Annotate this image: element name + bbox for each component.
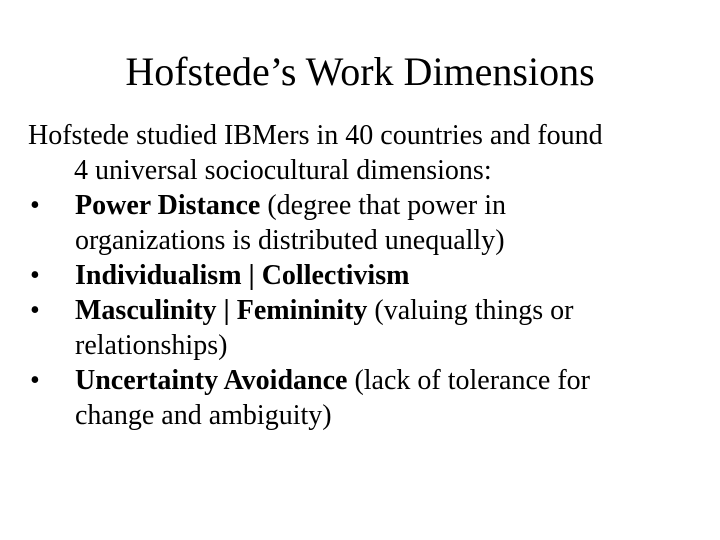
term-uncertainty-avoidance: Uncertainty Avoidance [75,365,348,396]
slide-title: Hofstede’s Work Dimensions [125,49,595,94]
desc-uncertainty-2: change and ambiguity) [75,400,332,431]
list-item-uncertainty-avoidance [28,363,718,433]
slide-body [28,118,718,433]
desc-power-distance-2: organizations is distributed unequally) [75,225,505,256]
desc-uncertainty-1: (lack of tolerance for [347,365,590,396]
term-power-distance: Power Distance [75,190,261,221]
term-masculinity-femininity: Masculinity | Femininity [75,295,368,326]
desc-masculinity-2: relationships) [75,330,228,361]
intro-line-1: Hofstede studied IBMers in 40 countries and found [28,120,603,151]
bullet-icon: • [30,260,40,291]
desc-power-distance-1: (degree that power in [260,190,506,221]
dimension-list [28,188,718,433]
list-item-individualism [28,258,718,293]
intro-paragraph [28,118,718,188]
list-item-masculinity [28,293,718,363]
intro-line-2: 4 universal sociocultural dimensions: [74,155,492,186]
desc-masculinity-1: (valuing things or [367,295,574,326]
term-individualism-collectivism: Individualism | Collectivism [75,260,410,291]
bullet-icon: • [30,190,40,221]
bullet-icon: • [30,295,40,326]
list-item-power-distance [28,188,718,258]
bullet-icon: • [30,365,40,396]
